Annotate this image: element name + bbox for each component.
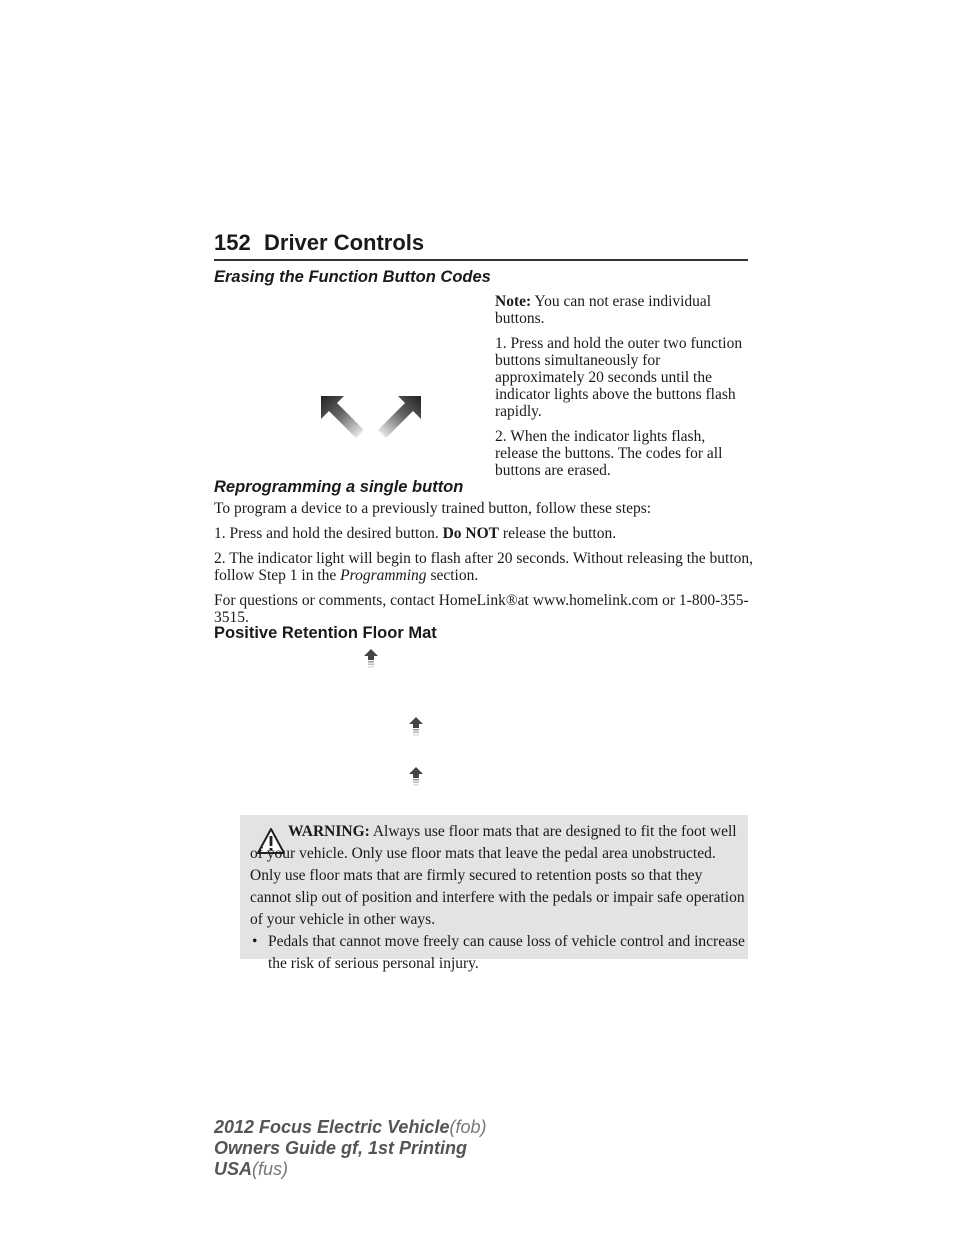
arrow-up-right-icon bbox=[378, 396, 421, 438]
footer-model-code: (fob) bbox=[449, 1117, 487, 1137]
bullet-dot: • bbox=[252, 933, 258, 950]
mat-retention-arrow-icon bbox=[407, 716, 425, 736]
page-footer bbox=[214, 1117, 486, 1180]
reprogram-intro: To program a device to a previously trained button, follow these steps: bbox=[214, 500, 652, 517]
footer-line-2: Owners Guide gf, 1st Printing bbox=[214, 1138, 468, 1158]
mat-retention-arrow-icon bbox=[407, 766, 425, 786]
step1-tail: release the button. bbox=[502, 525, 617, 542]
note-label: Note: bbox=[495, 293, 532, 310]
function-buttons-arrows-icon bbox=[318, 393, 424, 443]
warning-bullet-text: Pedals that cannot move freely can cause loss of vehicle control and increase the risk of serious personal injury. bbox=[268, 933, 745, 972]
warning-text-block bbox=[250, 821, 746, 975]
section-heading-floor-mat: Positive Retention Floor Mat bbox=[214, 624, 437, 642]
step1-bold: Do NOT bbox=[442, 525, 500, 542]
erase-note bbox=[495, 293, 750, 327]
warning-paragraph bbox=[250, 821, 746, 931]
step2-text: 2. The indicator light will begin to flash after 20 seconds. Without releasing the button, follow Step 1 in the bbox=[214, 550, 754, 584]
footer-model: 2012 Focus Electric Vehicle bbox=[214, 1117, 450, 1137]
arrow-up-left-icon bbox=[321, 396, 364, 438]
homelink-contact: For questions or comments, contact HomeLink®at www.homelink.com or 1-800-355-3515. bbox=[214, 592, 749, 626]
reprogram-step-1 bbox=[214, 525, 754, 542]
erase-step-1: 1. Press and hold the outer two function buttons simultaneously for approximately 20 seconds until the indicator lights above the buttons flash rapidly. bbox=[495, 335, 743, 420]
warning-box bbox=[240, 815, 748, 972]
footer-line-1 bbox=[214, 1117, 486, 1138]
header-divider bbox=[214, 259, 748, 261]
reprogram-instructions bbox=[214, 500, 754, 634]
footer-market-code: (fus) bbox=[252, 1159, 289, 1179]
footer-market: USA bbox=[214, 1159, 253, 1179]
mat-retention-arrow-icon bbox=[362, 648, 380, 668]
section-heading-reprogram: Reprogramming a single button bbox=[214, 478, 464, 496]
section-heading-erase: Erasing the Function Button Codes bbox=[214, 268, 491, 286]
warning-bullet bbox=[250, 931, 746, 975]
page-number: 152 bbox=[214, 230, 251, 255]
footer-line-3 bbox=[214, 1159, 486, 1180]
erase-instructions bbox=[495, 293, 750, 487]
note-text: You can not erase individual buttons. bbox=[495, 293, 712, 327]
warning-body: Always use floor mats that are designed to fit the foot well of your vehicle. Only use floor mats that leave the pedal area unobstructed. Only use floor mats that are firmly secured to retention posts so that they cannot slip out of position and interfere with the pedals or impair safe operation of your vehicle in other ways. bbox=[250, 823, 745, 928]
warning-label: WARNING: bbox=[288, 823, 370, 840]
programming-reference: Programming bbox=[340, 567, 427, 584]
step1-text: 1. Press and hold the desired button. bbox=[214, 525, 439, 542]
chapter-title: Driver Controls bbox=[264, 230, 425, 255]
page-header bbox=[214, 228, 748, 262]
erase-step-2: 2. When the indicator lights flash, release the buttons. The codes for all buttons are erased. bbox=[495, 428, 723, 479]
step2-tail: section. bbox=[430, 567, 479, 584]
reprogram-step-2 bbox=[214, 550, 754, 584]
